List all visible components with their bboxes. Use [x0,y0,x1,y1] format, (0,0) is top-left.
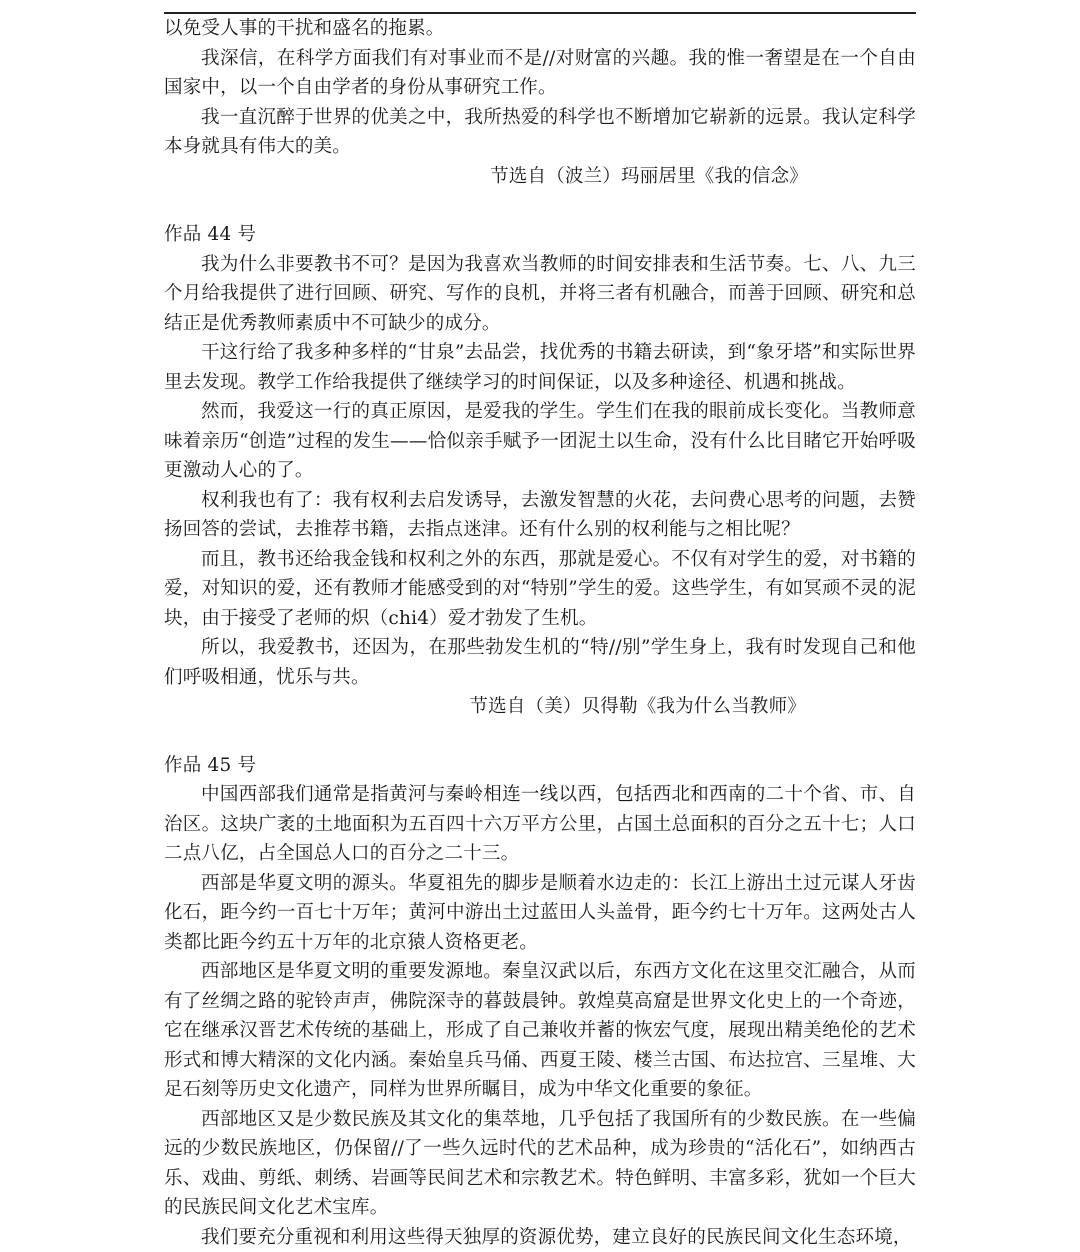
paragraph: 干这行给了我多种多样的“甘泉”去品尝，找优秀的书籍去研读，到“象牙塔”和实际世界里去发现。教学工作给我提供了继续学习的时间保证，以及多种途径、机遇和挑战。 [164,338,916,397]
paragraph: 权利我也有了：我有权利去启发诱导，去激发智慧的火花，去问费心思考的问题，去赞扬回答的尝试，去推荐书籍，去指点迷津。还有什么别的权利能与之相比呢？ [164,486,916,545]
paragraph: 中国西部我们通常是指黄河与秦岭相连一线以西，包括西北和西南的二十个省、市、自治区。这块广袤的土地面积为五百四十六万平方公里，占国土总面积的百分之五十七；人口二点八亿，占全国总人口的百分之二十三。 [164,780,916,869]
work-title-45: 作品 45 号 [164,751,916,781]
source-citation: 节选自（波兰）玛丽居里《我的信念》 [164,162,916,192]
source-citation: 节选自（美）贝得勒《我为什么当教师》 [164,692,916,722]
document-body [164,14,916,1252]
paragraph: 西部地区又是少数民族及其文化的集萃地，几乎包括了我国所有的少数民族。在一些偏远的少数民族地区，仍保留//了一些久远时代的艺术品种，成为珍贵的“活化石”，如纳西古乐、戏曲、剪纸、刺绣、岩画等民间艺术和宗教艺术。特色鲜明、丰富多彩，犹如一个巨大的民族民间文化艺术宝库。 [164,1105,916,1223]
paragraph: 西部地区是华夏文明的重要发源地。秦皇汉武以后，东西方文化在这里交汇融合，从而有了丝绸之路的驼铃声声，佛院深寺的暮鼓晨钟。敦煌莫高窟是世界文化史上的一个奇迹，它在继承汉晋艺术传统的基础上，形成了自己兼收并蓄的恢宏气度，展现出精美绝伦的艺术形式和博大精深的文化内涵。秦始皇兵马俑、西夏王陵、楼兰古国、布达拉宫、三星堆、大足石刻等历史文化遗产，同样为世界所瞩目，成为中华文化重要的象征。 [164,957,916,1105]
paragraph: 所以，我爱教书，还因为，在那些勃发生机的“特//别”学生身上，我有时发现自己和他们呼吸相通，忧乐与共。 [164,633,916,692]
paragraph: 我们要充分重视和利用这些得天独厚的资源优势，建立良好的民族民间文化生态环境， [164,1223,916,1252]
paragraph: 然而，我爱这一行的真正原因，是爱我的学生。学生们在我的眼前成长变化。当教师意味着亲历“创造”过程的发生——恰似亲手赋予一团泥土以生命，没有什么比目睹它开始呼吸更激动人心的了。 [164,397,916,486]
paragraph: 西部是华夏文明的源头。华夏祖先的脚步是顺着水边走的：长江上游出土过元谋人牙齿化石，距今约一百七十万年；黄河中游出土过蓝田人头盖骨，距今约七十万年。这两处古人类都比距今约五十万年的北京猿人资格更老。 [164,869,916,958]
work-title-44: 作品 44 号 [164,220,916,250]
continuation-line: 以免受人事的干扰和盛名的拖累。 [164,14,916,44]
paragraph: 而且，教书还给我金钱和权利之外的东西，那就是爱心。不仅有对学生的爱，对书籍的爱，对知识的爱，还有教师才能感受到的对“特别”学生的爱。这些学生，有如冥顽不灵的泥块，由于接受了老师的炽（chi4）爱才勃发了生机。 [164,545,916,634]
paragraph: 我一直沉醉于世界的优美之中，我所热爱的科学也不断增加它崭新的远景。我认定科学本身就具有伟大的美。 [164,103,916,162]
paragraph: 我深信，在科学方面我们有对事业而不是//对财富的兴趣。我的惟一奢望是在一个自由国家中，以一个自由学者的身份从事研究工作。 [164,44,916,103]
paragraph: 我为什么非要教书不可？是因为我喜欢当教师的时间安排表和生活节奏。七、八、九三个月给我提供了进行回顾、研究、写作的良机，并将三者有机融合，而善于回顾、研究和总结正是优秀教师素质中不可缺少的成分。 [164,250,916,339]
